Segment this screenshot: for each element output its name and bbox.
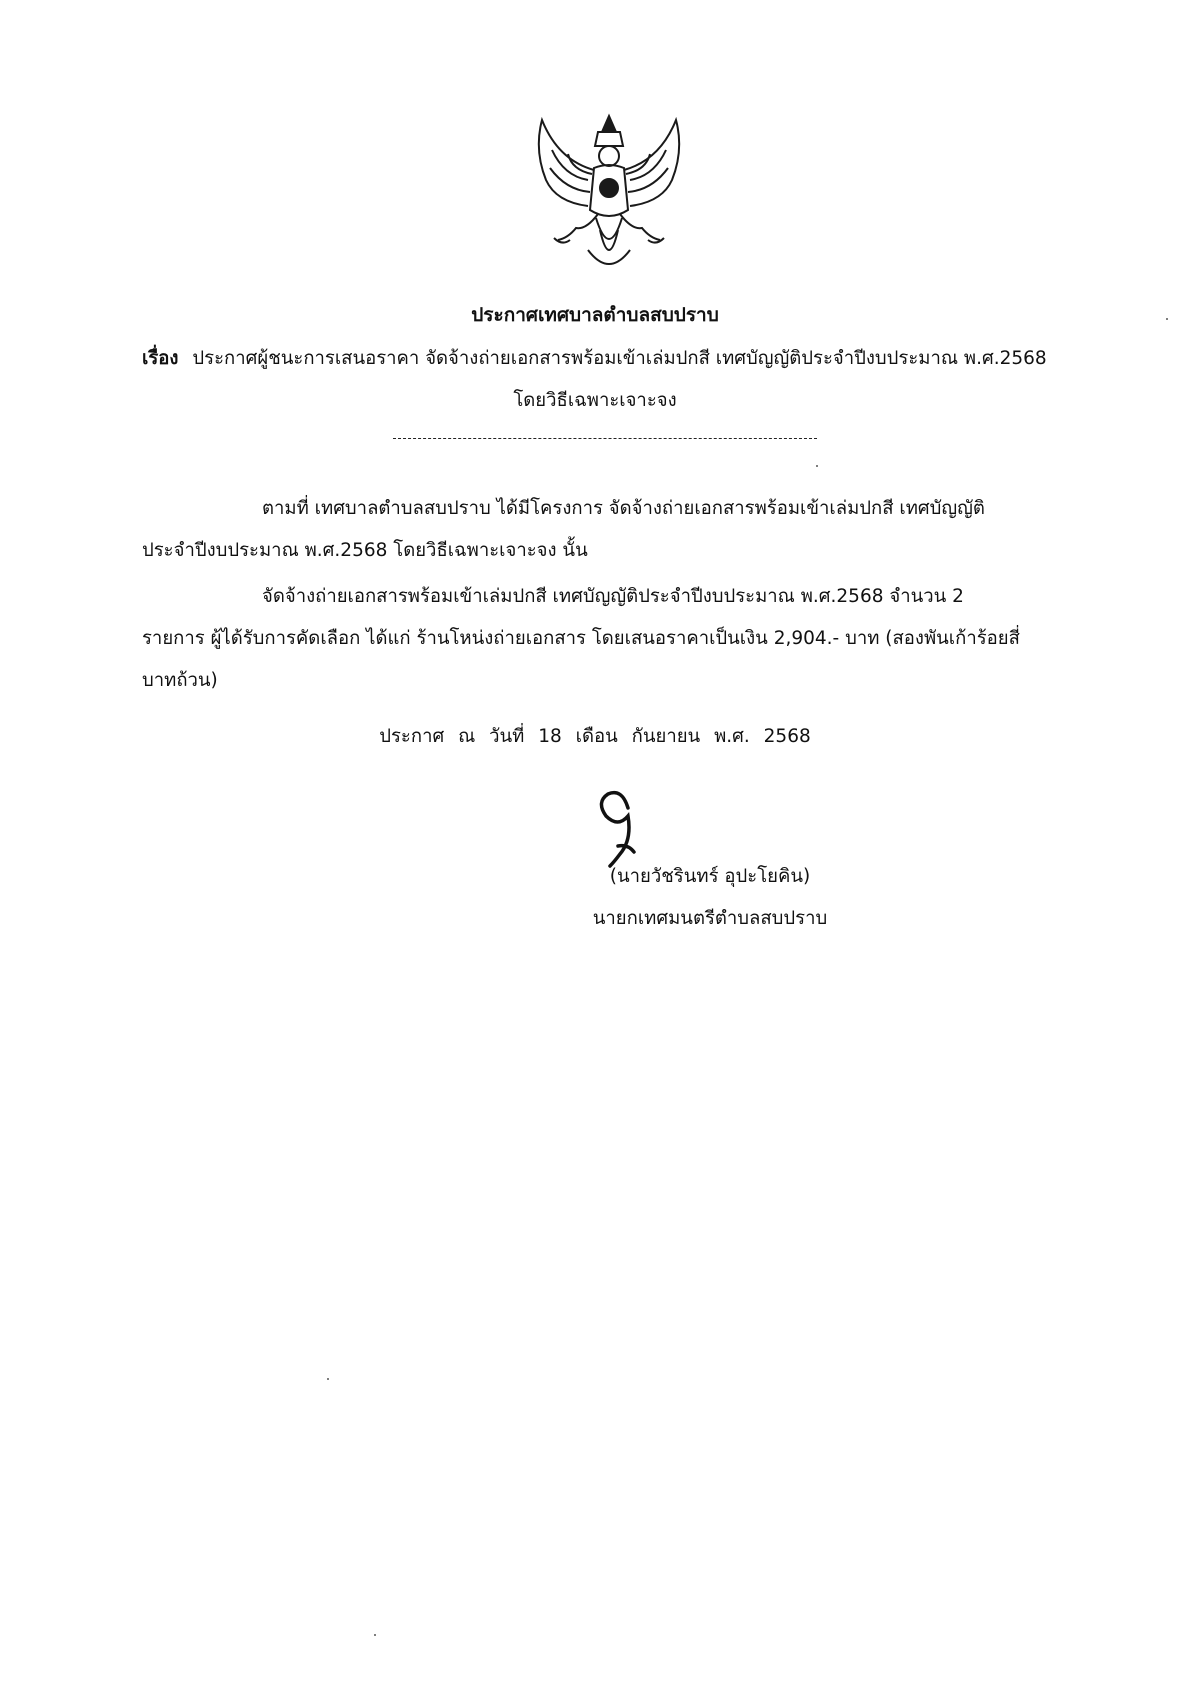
garuda-emblem-icon [528,110,690,280]
document-title: ประกาศเทศบาลตำบลสบปราบ [471,304,719,326]
signer-name: (นายวัชรินทร์ อุปะโยคิน) [609,866,811,887]
paragraph-2 [142,576,1092,702]
subject-text-line2: โดยวิธีเฉพาะเจาะจง [513,390,677,411]
divider [393,438,817,439]
paragraph-2-line-1: จัดจ้างถ่ายเอกสารพร้อมเข้าเล่มปกสี เทศบัญญัติประจำปีงบประมาณ พ.ศ.2568 จำนวน 2 [262,586,964,607]
handwritten-signature [570,780,660,870]
scan-speck [327,1378,329,1380]
signer-position: นายกเทศมนตรีตำบลสบปราบ [592,908,828,929]
subject-text: ประกาศผู้ชนะการเสนอราคา จัดจ้างถ่ายเอกสารพร้อมเข้าเล่มปกสี เทศบัญญัติประจำปีงบประมาณ พ.ศ.2568 [192,348,1047,369]
paragraph-1-line-1: ตามที่ เทศบาลตำบลสบปราบ ได้มีโครงการ จัดจ้างถ่ายเอกสารพร้อมเข้าเล่มปกสี เทศบัญญัติ [262,498,985,519]
paragraph-2-line-3: บาทถ้วน) [142,670,218,691]
subject-line [142,344,1122,373]
scan-speck [816,465,818,467]
subject-label: เรื่อง [142,348,179,369]
scan-speck [1166,318,1168,320]
paragraph-1-line-2: ประจำปีงบประมาณ พ.ศ.2568 โดยวิธีเฉพาะเจาะจง นั้น [142,540,588,561]
announcement-date: ประกาศ ณ วันที่ 18 เดือน กันยายน พ.ศ. 2568 [379,726,811,747]
paragraph-1 [142,488,1092,572]
paragraph-2-line-2: รายการ ผู้ได้รับการคัดเลือก ได้แก่ ร้านโหน่งถ่ายเอกสาร โดยเสนอราคาเป็นเงิน 2,904.- บาท (สองพันเก้าร้อยสี่ [142,628,1020,649]
scan-speck [374,1634,376,1636]
